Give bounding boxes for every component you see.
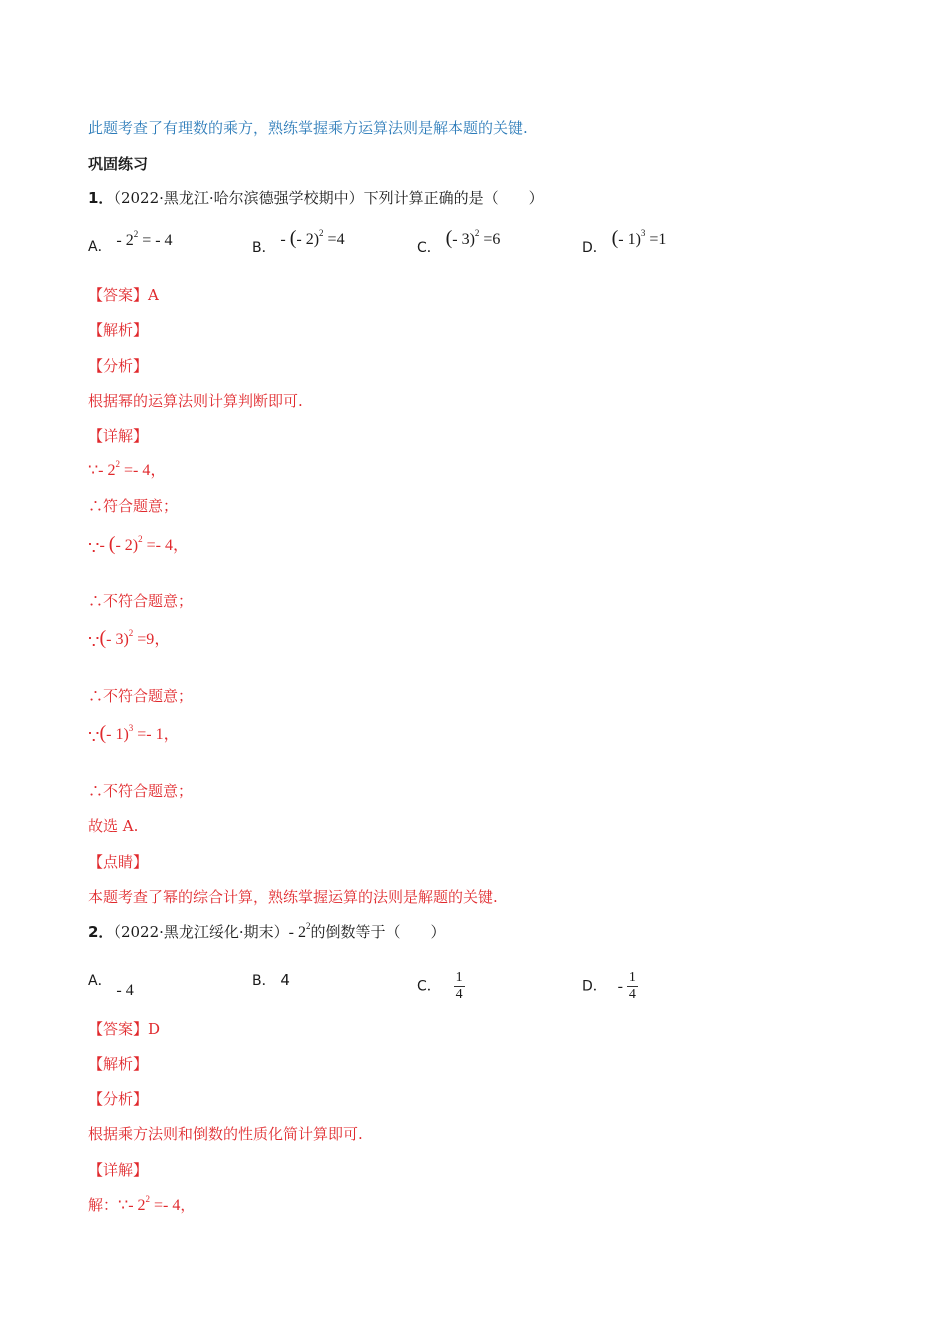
q1-option-b-label: B． — [252, 240, 276, 256]
q1-fenxi-tag: 【分析】 — [88, 357, 149, 375]
q2-answer: 【答案】D — [88, 1020, 161, 1038]
q2-stem-prefix: （2022·黑龙江绥化·期末） — [113, 923, 289, 941]
q1-option-c-label: C． — [417, 240, 441, 256]
q1-option-d-label: D． — [582, 240, 607, 256]
q1-step-1: ∵- $2^2 =- 4$， — [88, 459, 167, 479]
q2-option-b-label: B． — [252, 973, 276, 989]
q2-option-c-label: C． — [417, 978, 441, 995]
q1-option-b-math: - (- 2)$^2$ =4 — [280, 227, 345, 249]
q2-detail-tag: 【详解】 — [88, 1161, 149, 1179]
q1-step-6: ∴不符合题意； — [88, 687, 194, 705]
q2-option-a — [88, 970, 134, 999]
q1-step-2: ∴符合题意； — [88, 497, 179, 515]
q2-fenxi-tag: 【分析】 — [88, 1090, 149, 1108]
q2-option-b-math: 4 — [280, 971, 290, 989]
q2-option-d: D． - $\frac{1}{4}$ — [582, 970, 636, 1002]
q2-option-a-math: - 4 — [116, 982, 134, 999]
q2-detail-line: 解：∵- $2^2 =- 4$， — [88, 1194, 196, 1214]
q1-option-b — [252, 227, 345, 259]
q1-step-4: ∴不符合题意； — [88, 592, 194, 610]
q1-step-3: ∵- (- 2)$^2$ =- 4， — [88, 533, 189, 558]
q1-option-c — [417, 227, 501, 259]
q1-option-c-math: (- 3)$^2$ =6 — [445, 227, 501, 249]
q2-stem — [88, 922, 446, 944]
q1-number: 1． — [88, 189, 114, 207]
q1-dianjing-text: 本题考查了幂的综合计算，熟练掌握运算的法则是解题的关键. — [88, 888, 498, 906]
q1-fenxi-text: 根据幂的运算法则计算判断即可. — [88, 392, 303, 410]
q2-option-b — [252, 970, 290, 991]
q2-option-d-fraction: $\frac{1}{4}$ — [628, 970, 636, 1002]
q2-option-c — [417, 970, 465, 1003]
q1-dianjing-tag: 【点睛】 — [88, 853, 149, 871]
q1-option-a — [88, 229, 173, 258]
q1-option-a-math: - $2^2$ = - 4 — [116, 229, 173, 249]
q1-step-8: ∴不符合题意； — [88, 782, 194, 800]
q1-stem-text: （2022·黑龙江·哈尔滨德强学校期中）下列计算正确的是（ ） — [113, 189, 544, 207]
q1-stem — [88, 188, 544, 208]
q1-option-d — [582, 227, 667, 259]
q1-detail-tag: 【详解】 — [88, 427, 149, 445]
q1-option-a-label: A． — [88, 239, 112, 255]
q2-fenxi-text: 根据乘方法则和倒数的性质化简计算即可. — [88, 1125, 363, 1143]
q2-option-a-label: A． — [88, 973, 112, 989]
q1-step-7: ∵(- 1)$^3$ =- 1， — [88, 722, 180, 747]
q2-number: 2． — [88, 923, 114, 941]
q2-stem-math: - $2^2$ — [288, 921, 311, 941]
q2-option-d-label: D． — [582, 978, 607, 995]
q1-option-d-math: (- 1)$^3$ =1 — [611, 227, 667, 249]
q1-answer: 【答案】A — [88, 286, 159, 304]
q2-analysis-tag: 【解析】 — [88, 1055, 149, 1073]
q1-step-9: 故选 A. — [88, 817, 139, 835]
q2-option-c-fraction: $\frac{1}{4}$ — [455, 970, 463, 1002]
q1-step-5: ∵(- 3)$^2$ =9， — [88, 627, 171, 652]
section-title: 巩固练习 — [88, 155, 149, 173]
intro-text: 此题考查了有理数的乘方，熟练掌握乘方运算法则是解本题的关键. — [88, 119, 528, 137]
q1-analysis-tag: 【解析】 — [88, 321, 149, 339]
q2-stem-suffix: 的倒数等于（ ） — [310, 923, 446, 941]
